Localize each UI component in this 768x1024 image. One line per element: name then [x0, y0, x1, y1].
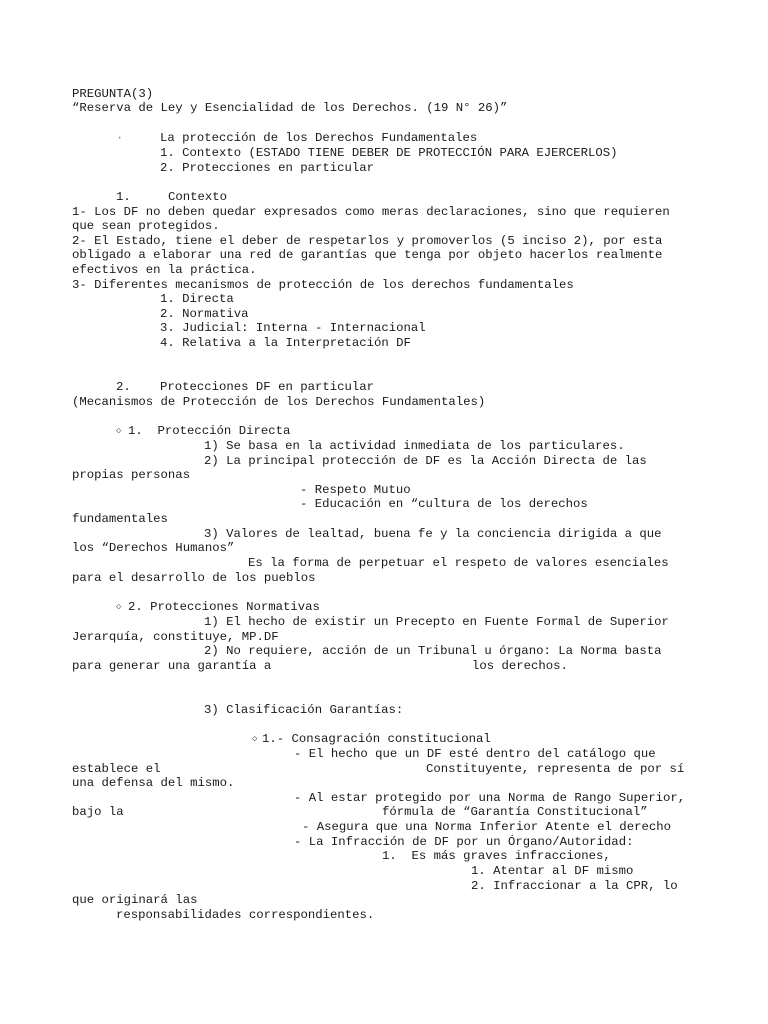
- paragraph-line: 1. Es más graves infracciones,: [382, 849, 611, 863]
- paragraph-line: 1. Atentar al DF mismo: [471, 864, 634, 878]
- paragraph-line: fundamentales: [72, 512, 168, 526]
- paragraph-line: establece el: [72, 762, 161, 776]
- paragraph-line: responsabilidades correspondientes.: [116, 908, 375, 922]
- diamond-icon: ◇: [252, 734, 258, 744]
- paragraph-line: obligado a elaborar una red de garantías que tenga por objeto hacerlos realmente: [72, 248, 663, 262]
- paragraph-line: Jerarquía, constituye, MP.DF: [72, 630, 279, 644]
- subsection-title: 2. Protecciones Normativas: [128, 600, 320, 614]
- section-subtitle: (Mecanismos de Protección de los Derechos Fundamentales): [72, 395, 486, 409]
- list-item: 1. Directa: [160, 292, 234, 306]
- paragraph-line: - Al estar protegido por una Norma de Rango Superior,: [294, 791, 686, 805]
- paragraph-line: - Respeto Mutuo: [300, 483, 411, 497]
- paragraph-line: - El hecho que un DF esté dentro del catálogo que: [294, 747, 656, 761]
- section-number: 2.: [116, 380, 131, 394]
- paragraph-line: los derechos.: [472, 659, 568, 673]
- paragraph-line: bajo la: [72, 805, 124, 819]
- guarantee-title: 1.- Consagración constitucional: [262, 732, 491, 746]
- paragraph-line: 3) Valores de lealtad, buena fe y la conciencia dirigida a que: [204, 527, 662, 541]
- paragraph-line: 1- Los DF no deben quedar expresados como meras declaraciones, sino que requieren: [72, 205, 670, 219]
- paragraph-line: - La Infracción de DF por un Órgano/Autoridad:: [294, 835, 634, 849]
- outline-intro: La protección de los Derechos Fundamentales: [160, 131, 478, 145]
- paragraph-line: Es la forma de perpetuar el respeto de valores esenciales: [248, 556, 669, 570]
- list-item: 4. Relativa a la Interpretación DF: [160, 336, 411, 350]
- paragraph-line: que sean protegidos.: [72, 219, 220, 233]
- paragraph-line: que originará las: [72, 893, 198, 907]
- question-title: “Reserva de Ley y Esencialidad de los Derechos. (19 N° 26)”: [72, 101, 508, 115]
- diamond-icon: ◇: [116, 426, 122, 436]
- question-label: PREGUNTA(3): [72, 87, 154, 101]
- section-number: 1.: [116, 190, 131, 204]
- paragraph-line: 3- Diferentes mecanismos de protección de los derechos fundamentales: [72, 278, 574, 292]
- list-item: 3. Judicial: Interna - Internacional: [160, 321, 426, 335]
- section-title: Protecciones DF en particular: [160, 380, 375, 394]
- paragraph-line: los “Derechos Humanos”: [72, 541, 235, 555]
- paragraph-line: para el desarrollo de los pueblos: [72, 571, 316, 585]
- paragraph-line: una defensa del mismo.: [72, 776, 235, 790]
- paragraph-line: fórmula de “Garantía Constitucional”: [382, 805, 648, 819]
- subsection-title: 3) Clasificación Garantías:: [204, 703, 404, 717]
- paragraph-line: 2) La principal protección de DF es la Acción Directa de las: [204, 454, 647, 468]
- paragraph-line: efectivos en la práctica.: [72, 263, 257, 277]
- list-item: 2. Normativa: [160, 307, 249, 321]
- bullet-icon: ·: [116, 131, 124, 145]
- outline-item: 2. Protecciones en particular: [160, 161, 375, 175]
- subsection-title: 1. Protección Directa: [128, 424, 291, 438]
- diamond-icon: ◇: [116, 602, 122, 612]
- paragraph-line: 2- El Estado, tiene el deber de respetarlos y promoverlos (5 inciso 2), por esta: [72, 234, 663, 248]
- paragraph-line: 1) El hecho de existir un Precepto en Fuente Formal de Superior: [204, 615, 669, 629]
- section-title: Contexto: [168, 190, 228, 204]
- paragraph-line: - Educación en “cultura de los derechos: [300, 497, 588, 511]
- outline-item: 1. Contexto (ESTADO TIENE DEBER DE PROTECCIÓN PARA EJERCERLOS): [160, 146, 618, 160]
- paragraph-line: 2. Infraccionar a la CPR, lo: [471, 879, 678, 893]
- paragraph-line: 2) No requiere, acción de un Tribunal u órgano: La Norma basta: [204, 644, 662, 658]
- paragraph-line: 1) Se basa en la actividad inmediata de los particulares.: [204, 439, 625, 453]
- paragraph-line: para generar una garantía a: [72, 659, 272, 673]
- paragraph-line: Constituyente, representa de por sí: [426, 762, 685, 776]
- paragraph-line: propias personas: [72, 468, 191, 482]
- paragraph-line: - Asegura que una Norma Inferior Atente el derecho: [302, 820, 671, 834]
